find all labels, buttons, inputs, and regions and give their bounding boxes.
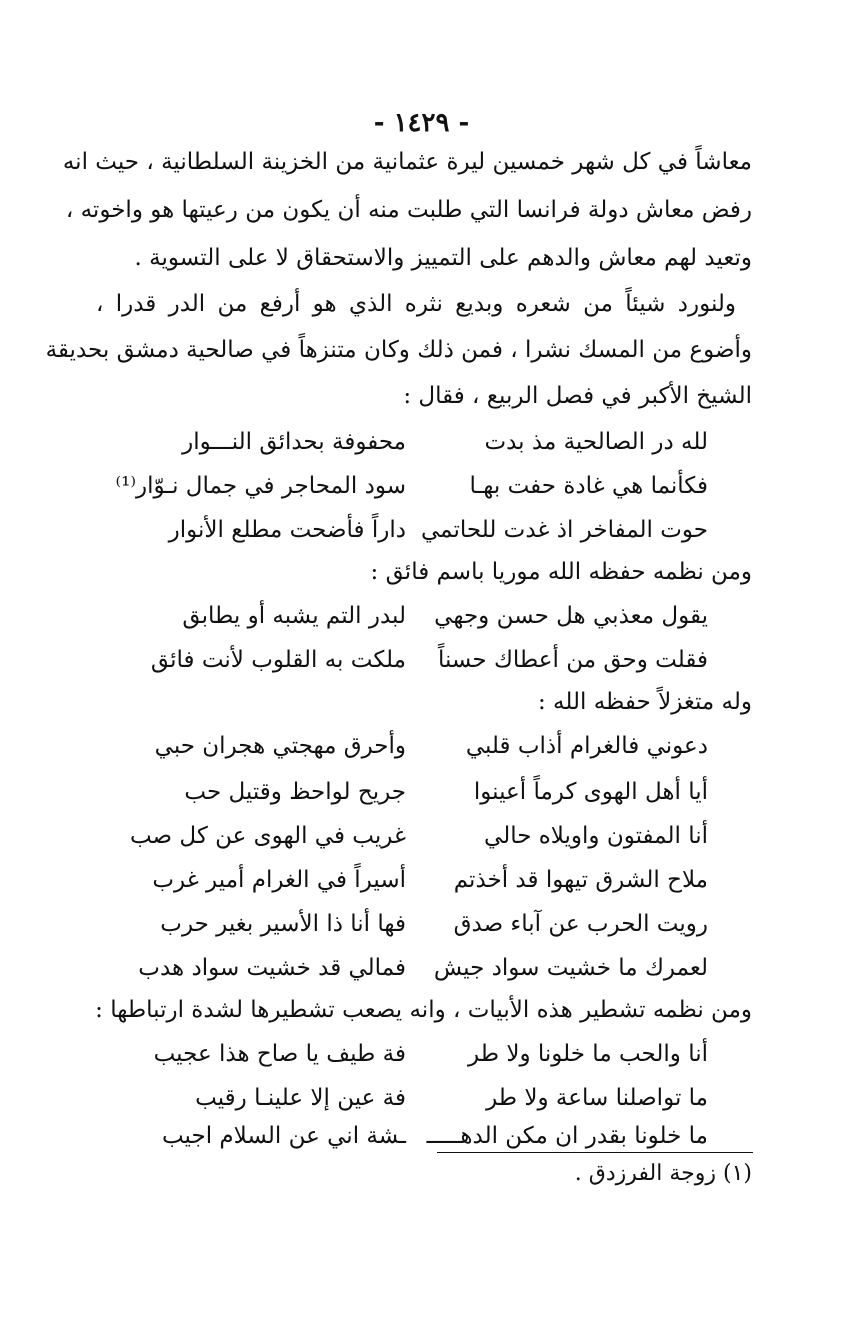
verse-first-hemistich: ما تواصلنا ساعة ولا طر xyxy=(486,1085,708,1111)
verse-second-hemistich: فة طيف يا صاح هذا عجيب xyxy=(153,1041,406,1067)
page-number: - ١٤٢٩ - xyxy=(373,108,470,138)
verse-first-hemistich: ما خلونا بقدر ان مكن الدهـــــ xyxy=(426,1123,708,1149)
verse-first-hemistich: دعوني فالغرام أذاب قلبي xyxy=(465,733,708,759)
paragraph-line: وتعيد لهم معاش والدهم على التمييز والاستحقاق لا على التسوية . xyxy=(134,245,752,271)
verse-second-hemistich: جريح لواحظ وقتيل حب xyxy=(184,779,406,805)
poem-intro: ومن نظمه حفظه الله موريا باسم فائق : xyxy=(370,559,752,585)
verse-second-hemistich: أسيراً في الغرام أمير غرب xyxy=(152,867,406,893)
paragraph-line: ولنورد شيئاً من شعره وبديع نثره الذي هو أرفع من الدر قدرا ، xyxy=(96,291,736,317)
footnote: (١) زوجة الفرزدق . xyxy=(574,1161,752,1186)
verse-first-hemistich: فقلت وحق من أعطاك حسناً xyxy=(437,647,708,673)
verse-second-hemistich: لبدر التم يشبه أو يطابق xyxy=(182,603,406,629)
verse-first-hemistich: أيا أهل الهوى كرماً أعينوا xyxy=(473,779,708,805)
verse-first-hemistich: لله در الصالحية مذ بدت xyxy=(484,429,708,455)
paragraph-line: معاشاً في كل شهر خمسين ليرة عثمانية من الخزينة السلطانية ، حيث انه xyxy=(62,149,752,175)
verse-second-hemistich: فها أنا ذا الأسير بغير حرب xyxy=(160,911,406,937)
verse-first-hemistich: يقول معذبي هل حسن وجهي xyxy=(434,603,708,629)
verse-first-hemistich: حوت المفاخر اذ غدت للحاتمي xyxy=(421,517,708,543)
paragraph-line: الشيخ الأكبر في فصل الربيع ، فقال : xyxy=(403,383,752,409)
verse-first-hemistich: فكأنما هي غادة حفت بهـا xyxy=(469,473,708,499)
verse-first-hemistich: أنا المفتون واويلاه حالي xyxy=(484,823,708,849)
verse-second-hemistich: ـشة اني عن السلام اجيب xyxy=(161,1123,406,1149)
verse-first-hemistich: لعمرك ما خشيت سواد جيش xyxy=(433,955,708,981)
paragraph-line: وأضوع من المسك نشرا ، فمن ذلك وكان متنزهاً في صالحية دمشق بحديقة xyxy=(45,337,752,363)
footnote-divider xyxy=(437,1152,753,1153)
poem-intro: ومن نظمه تشطير هذه الأبيات ، وانه يصعب تشطيرها لشدة ارتباطها : xyxy=(95,997,752,1023)
verse-second-hemistich: داراً فأضحت مطلع الأنوار xyxy=(168,517,406,543)
poem-intro: وله متغزلاً حفظه الله : xyxy=(538,689,752,715)
verse-first-hemistich: ملاح الشرق تيهوا قد أخذتم xyxy=(453,867,708,893)
verse-second-hemistich: فمالي قد خشيت سواد هدب xyxy=(138,955,406,981)
verse-second-hemistich: فة عين إلا علينـا رقيب xyxy=(195,1085,406,1111)
verse-first-hemistich: أنا والحب ما خلونا ولا طر xyxy=(468,1041,708,1067)
verse-second-hemistich: وأحرق مهجتي هجران حبي xyxy=(154,733,406,759)
verse-second-hemistich: سود المحاجر في جمال نـوّار⁽¹⁾ xyxy=(115,473,406,499)
verse-second-hemistich: محفوفة بحدائق النـــوار xyxy=(182,429,406,455)
verse-second-hemistich: غريب في الهوى عن كل صب xyxy=(129,823,406,849)
verse-first-hemistich: رويت الحرب عن آباء صدق xyxy=(453,911,708,937)
paragraph-line: رفض معاش دولة فرانسا التي طلبت منه أن يكون من رعيتها هو واخوته ، xyxy=(65,197,752,223)
verse-second-hemistich: ملكت به القلوب لأنت فائق xyxy=(150,647,406,673)
